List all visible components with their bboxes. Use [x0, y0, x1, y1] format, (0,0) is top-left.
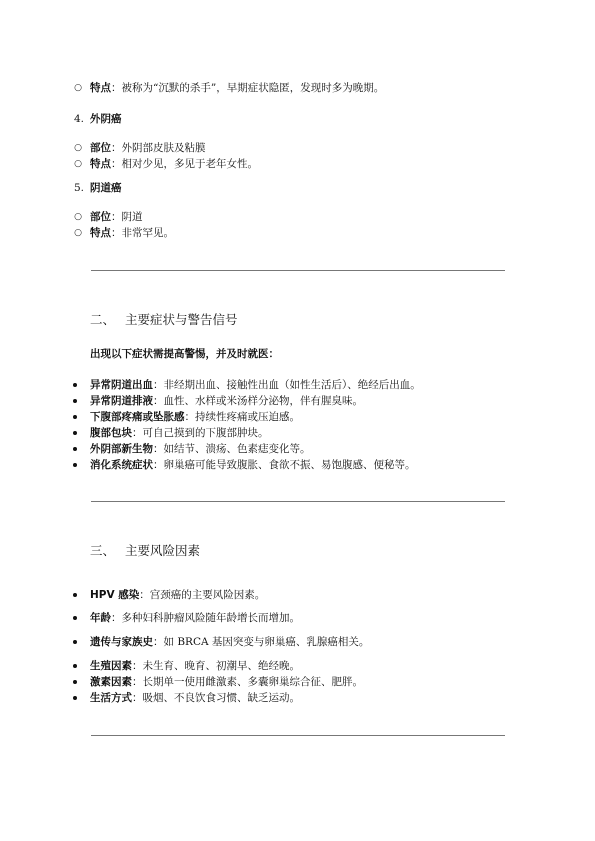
item-label: 特点 — [90, 82, 111, 94]
bullet-dot-icon — [73, 415, 77, 419]
item-text: ：可自己摸到的下腹部肿块。 — [132, 427, 269, 439]
item-label: 异常阴道出血 — [90, 379, 153, 391]
item-text: ：长期单一使用雌激素、多囊卵巢综合征、肥胖。 — [132, 676, 363, 688]
subsection-number: 4. — [74, 113, 85, 125]
item-text: ：如 BRCA 基因突变与卵巢癌、乳腺癌相关。 — [153, 636, 370, 648]
item-text: ：血性、水样或米汤样分泌物，伴有腥臭味。 — [153, 395, 363, 407]
item-text: ：持续性疼痛或压迫感。 — [184, 411, 300, 423]
item-label: 生活方式 — [90, 692, 132, 704]
bullet-dot-icon — [73, 593, 77, 597]
item-text: ：非经期出血、接触性出血（如性生活后）、绝经后出血。 — [153, 379, 421, 391]
section-title: 主要风险因素 — [125, 543, 201, 558]
item-text: ：如结节、溃疡、色素痣变化等。 — [153, 443, 311, 455]
item-label: 部位 — [90, 211, 111, 223]
bullet-dot-icon — [73, 640, 77, 644]
bullet-dot-icon — [73, 616, 77, 620]
item-label: 下腹部疼痛或坠胀感 — [90, 411, 185, 423]
item-text: ：外阴部皮肤及粘膜 — [111, 142, 206, 154]
item-text: ：阴道 — [111, 211, 143, 223]
horizontal-divider — [91, 501, 505, 502]
hollow-circle-bullet-icon: ○ — [74, 83, 82, 93]
bullet-dot-icon — [73, 383, 77, 387]
bullet-dot-icon — [73, 431, 77, 435]
horizontal-divider — [91, 735, 505, 736]
item-label: 特点 — [90, 158, 111, 170]
bullet-dot-icon — [73, 447, 77, 451]
hollow-circle-bullet-icon: ○ — [74, 212, 82, 222]
item-text: ：宫颈癌的主要风险因素。 — [139, 589, 266, 601]
item-label: 年龄 — [90, 612, 111, 624]
item-text: ：卵巢癌可能导致腹胀、食欲不振、易饱腹感、便秘等。 — [153, 459, 416, 471]
section-number: 三、 — [90, 543, 116, 558]
bullet-dot-icon — [73, 664, 77, 668]
subsection-title: 阴道癌 — [90, 182, 122, 194]
item-label: 部位 — [90, 142, 111, 154]
item-label: 外阴部新生物 — [90, 443, 153, 455]
section-number: 二、 — [90, 312, 116, 327]
item-label: 特点 — [90, 227, 111, 239]
bullet-dot-icon — [73, 399, 77, 403]
subsection-title: 外阴癌 — [90, 113, 122, 125]
item-label: 消化系统症状 — [90, 459, 153, 471]
hollow-circle-bullet-icon: ○ — [74, 159, 82, 169]
item-label: HPV 感染 — [90, 589, 140, 601]
item-label: 腹部包块 — [90, 427, 132, 439]
horizontal-divider — [91, 270, 505, 271]
item-label: 激素因素 — [90, 676, 132, 688]
bullet-dot-icon — [73, 680, 77, 684]
hollow-circle-bullet-icon: ○ — [74, 228, 82, 238]
item-label: 生殖因素 — [90, 660, 132, 672]
subsection-number: 5. — [74, 182, 85, 194]
bullet-dot-icon — [73, 696, 77, 700]
bullet-dot-icon — [73, 463, 77, 467]
item-text: ：相对少见，多见于老年女性。 — [111, 158, 258, 170]
item-label: 遗传与家族史 — [90, 636, 153, 648]
item-text: ：未生育、晚育、初潮早、绝经晚。 — [132, 660, 300, 672]
section-title: 主要症状与警告信号 — [125, 312, 238, 327]
item-text: ：非常罕见。 — [111, 227, 174, 239]
item-text: ：被称为“沉默的杀手”，早期症状隐匿，发现时多为晚期。 — [111, 82, 385, 94]
document-page: ○ 特点：被称为“沉默的杀手”，早期症状隐匿，发现时多为晚期。 4. 外阴癌 ○ 部位：外阴部皮肤及粘膜 ○ 特点：相对少见，多见于老年女性。 5. 阴道癌 ○ 部位：阴道 ○ 特点：非常罕见。 二、 主要症状与警告信号 出现以下症状需提高警惕，并及时就医： 异常阴道出血：非经期出血、接触性出血（如性生活后）、绝经后出血。 异常阴道排液：血性、水样或米汤样分泌物，伴有腥臭味。 下腹部疼痛或坠胀感：持续性疼痛或压迫感。 腹部包块：可自己摸到的下腹部肿块。 外阴部新生物：如结节、溃疡、色素痣变化等。 消化系统症状：卵巢癌可能导致腹胀、食欲不振、易饱腹感、便秘等。 三、 主要风险因素 HPV 感染：宫颈癌的主要风险因素。 年龄：多种妇科肿瘤风险随年龄增长而增加。 遗传与家族史：如 BRCA 基因突变与卵巢癌、乳腺癌相关。 生殖因素：未生育、晚育、初潮早、绝经晚。 激素因素：长期单一使用雌激素、多囊卵巢综合征、肥胖。 生活方式：吸烟、不良饮食习惯、缺乏运动。 — [0, 0, 595, 841]
item-text: ：多种妇科肿瘤风险随年龄增长而增加。 — [111, 612, 300, 624]
item-text: ：吸烟、不良饮食习惯、缺乏运动。 — [132, 692, 300, 704]
hollow-circle-bullet-icon: ○ — [74, 143, 82, 153]
item-label: 异常阴道排液 — [90, 395, 153, 407]
